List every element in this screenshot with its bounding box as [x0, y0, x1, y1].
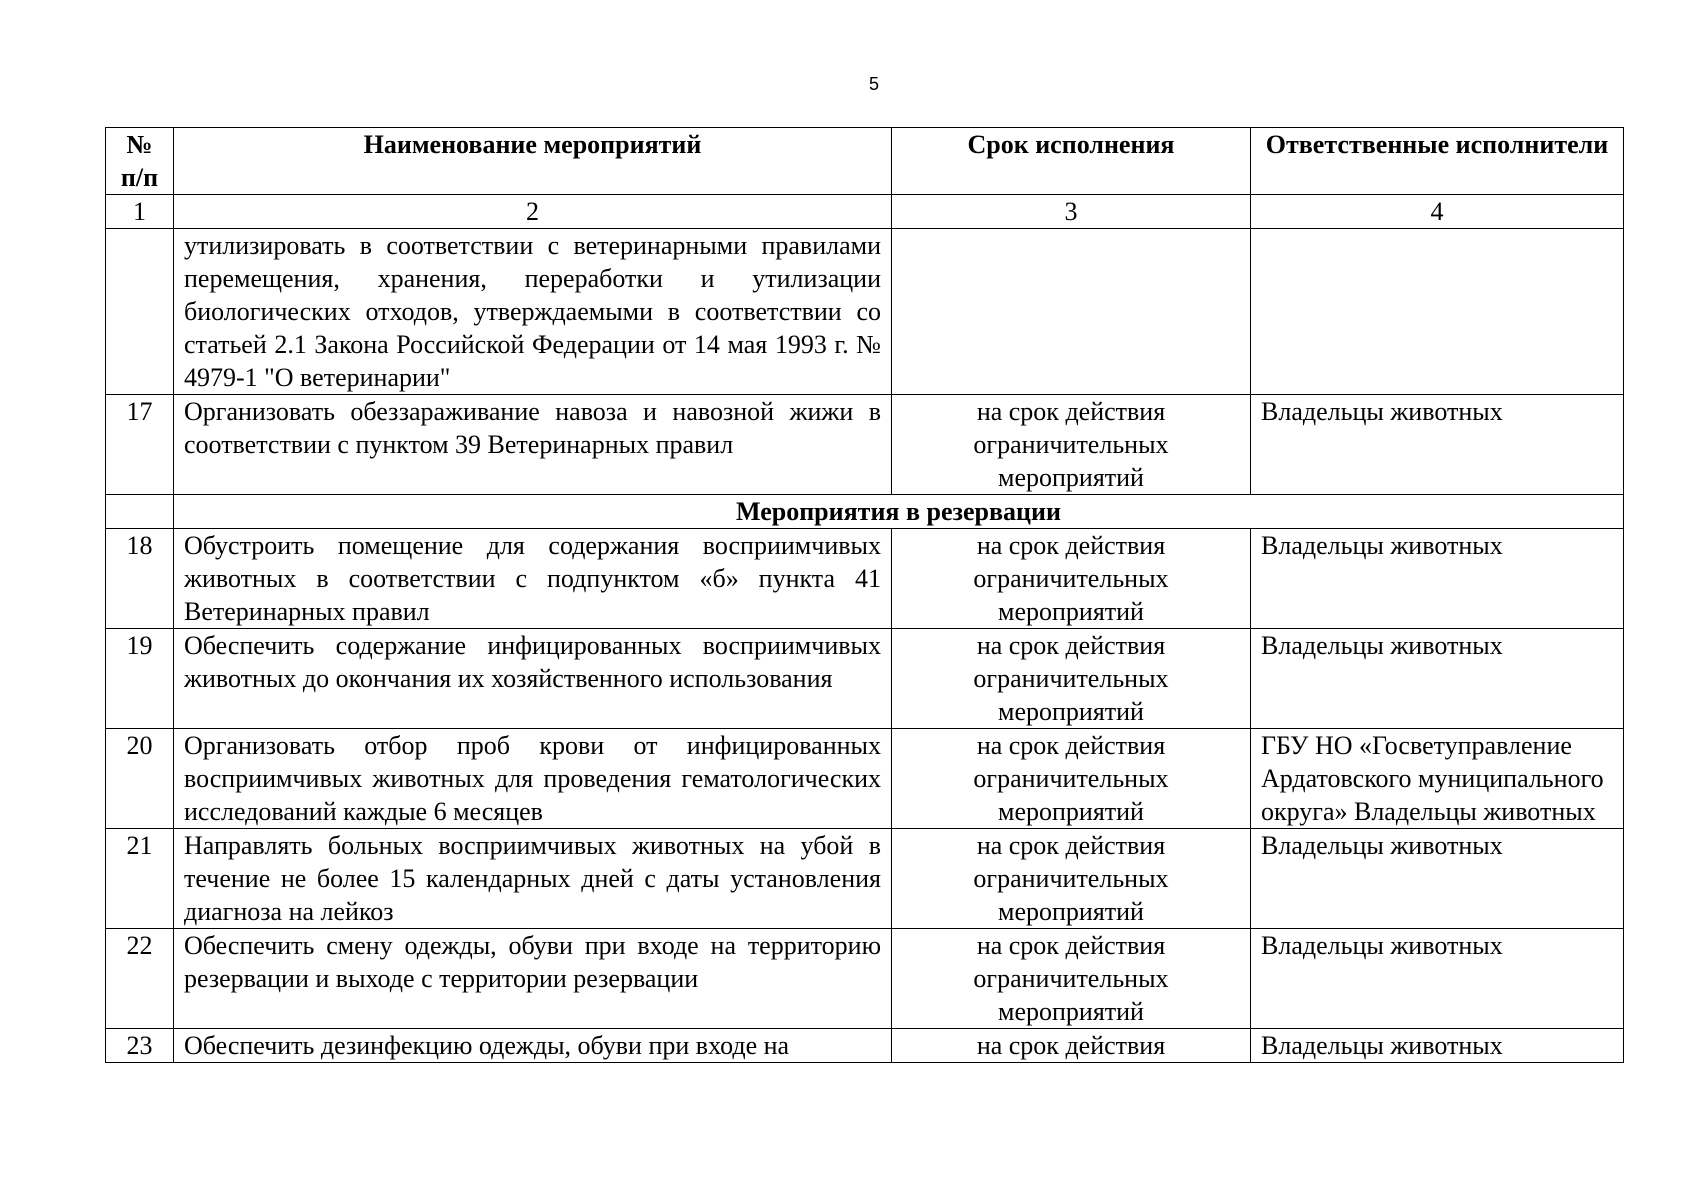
row-name: Обеспечить смену одежды, обуви при входе на территорию резервации и выходе с территории резервации [174, 929, 892, 1029]
row-num: 17 [106, 395, 174, 495]
row-responsible: Владельцы животных [1251, 529, 1624, 629]
row-responsible: Владельцы животных [1251, 395, 1624, 495]
row-responsible: Владельцы животных [1251, 1029, 1624, 1063]
row-responsible: Владельцы животных [1251, 829, 1624, 929]
column-number: 4 [1251, 195, 1624, 229]
row-name: утилизировать в соответствии с ветеринарными правилами перемещения, хранения, переработки и утилизации биологических отходов, утверждаемыми в соответствии со статьей 2.1 Закона Российской Федерации от 14 мая 1993 г. № 4979-1 "О ветеринарии" [174, 229, 892, 395]
header-name: Наименование мероприятий [174, 128, 892, 195]
row-term: на срок действия ограничительных мероприятий [892, 395, 1251, 495]
section-title: Мероприятия в резервации [174, 495, 1624, 529]
table-row [106, 629, 1624, 729]
table-row [106, 729, 1624, 829]
table-row [106, 529, 1624, 629]
row-responsible: Владельцы животных [1251, 929, 1624, 1029]
row-term [892, 229, 1251, 395]
row-responsible: ГБУ НО «Госветуправление Ардатовского муниципального округа» Владельцы животных [1251, 729, 1624, 829]
table-row [106, 829, 1624, 929]
header-term: Срок исполнения [892, 128, 1251, 195]
row-term: на срок действия ограничительных мероприятий [892, 729, 1251, 829]
row-term: на срок действия ограничительных мероприятий [892, 629, 1251, 729]
measures-table [105, 127, 1624, 1063]
row-num: 19 [106, 629, 174, 729]
row-num: 22 [106, 929, 174, 1029]
row-name: Организовать отбор проб крови от инфицированных восприимчивых животных для проведения гематологических исследований каждые 6 месяцев [174, 729, 892, 829]
row-num [106, 229, 174, 395]
column-number: 3 [892, 195, 1251, 229]
table-row [106, 395, 1624, 495]
row-num: 20 [106, 729, 174, 829]
table-header-row [106, 128, 1624, 195]
row-num: 23 [106, 1029, 174, 1063]
row-name: Организовать обеззараживание навоза и навозной жижи в соответствии с пунктом 39 Ветеринарных правил [174, 395, 892, 495]
section-row [106, 495, 1624, 529]
row-term: на срок действия ограничительных мероприятий [892, 529, 1251, 629]
row-responsible [1251, 229, 1624, 395]
row-responsible: Владельцы животных [1251, 629, 1624, 729]
row-name: Обустроить помещение для содержания восприимчивых животных в соответствии с подпунктом «б» пункта 41 Ветеринарных правил [174, 529, 892, 629]
row-term: на срок действия ограничительных мероприятий [892, 929, 1251, 1029]
column-number: 1 [106, 195, 174, 229]
table-row [106, 929, 1624, 1029]
column-number: 2 [174, 195, 892, 229]
row-num: 21 [106, 829, 174, 929]
section-num-cell [106, 495, 174, 529]
table-row [106, 1029, 1624, 1063]
page-number: 5 [868, 74, 879, 94]
row-term: на срок действия [892, 1029, 1251, 1063]
table-row-continuation [106, 229, 1624, 395]
header-responsible: Ответственные исполнители [1251, 128, 1624, 195]
row-term: на срок действия ограничительных мероприятий [892, 829, 1251, 929]
row-name: Обеспечить дезинфекцию одежды, обуви при входе на [174, 1029, 892, 1063]
row-name: Направлять больных восприимчивых животных на убой в течение не более 15 календарных дней с даты установления диагноза на лейкоз [174, 829, 892, 929]
row-num: 18 [106, 529, 174, 629]
header-num: № п/п [106, 128, 174, 195]
row-name: Обеспечить содержание инфицированных восприимчивых животных до окончания их хозяйственного использования [174, 629, 892, 729]
column-numbers-row [106, 195, 1624, 229]
